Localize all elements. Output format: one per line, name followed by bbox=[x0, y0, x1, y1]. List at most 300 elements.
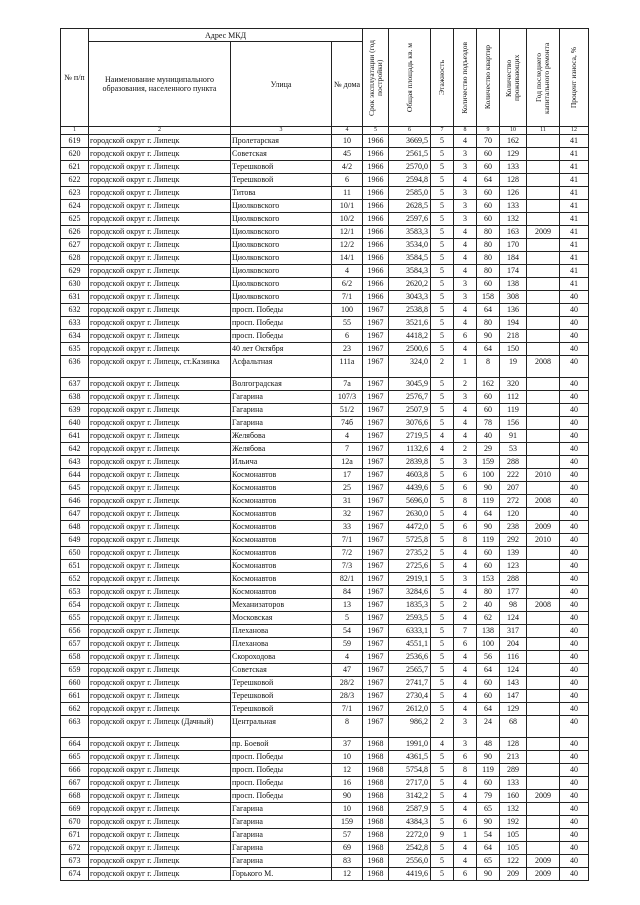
area-cell: 4361,5 bbox=[389, 751, 431, 764]
table-row bbox=[61, 703, 589, 716]
residents-cell: 19 bbox=[500, 356, 527, 378]
apartments-cell: 60 bbox=[477, 391, 500, 404]
house-number-cell: 10/2 bbox=[332, 213, 363, 226]
area-cell: 3076,6 bbox=[389, 417, 431, 430]
area-cell: 2565,7 bbox=[389, 664, 431, 677]
entrances-cell: 8 bbox=[454, 764, 477, 777]
residents-cell: 156 bbox=[500, 417, 527, 430]
table-row bbox=[61, 482, 589, 495]
entrances-cell: 4 bbox=[454, 664, 477, 677]
settlement-cell: городской округ г. Липецк bbox=[89, 703, 231, 716]
residents-cell: 138 bbox=[500, 278, 527, 291]
entrances-cell: 4 bbox=[454, 265, 477, 278]
apartments-cell: 100 bbox=[477, 638, 500, 651]
year-cell: 1966 bbox=[363, 187, 389, 200]
settlement-cell: городской округ г. Липецк bbox=[89, 291, 231, 304]
residents-cell: 222 bbox=[500, 469, 527, 482]
repair-year-cell bbox=[527, 625, 560, 638]
settlement-cell: городской округ г. Липецк bbox=[89, 430, 231, 443]
wear-percent-cell: 40 bbox=[560, 625, 589, 638]
residents-cell: 194 bbox=[500, 317, 527, 330]
column-number: 11 bbox=[527, 127, 560, 135]
wear-percent-cell: 41 bbox=[560, 213, 589, 226]
street-cell: Гагарина bbox=[231, 404, 332, 417]
settlement-cell: городской округ г. Липецк bbox=[89, 343, 231, 356]
area-cell: 2556,0 bbox=[389, 855, 431, 868]
settlement-cell: городской округ г. Липецк bbox=[89, 317, 231, 330]
house-number-cell: 23 bbox=[332, 343, 363, 356]
area-cell: 2593,5 bbox=[389, 612, 431, 625]
floors-cell: 5 bbox=[431, 586, 454, 599]
floors-cell: 5 bbox=[431, 239, 454, 252]
area-cell: 4603,8 bbox=[389, 469, 431, 482]
area-cell: 4551,1 bbox=[389, 638, 431, 651]
settlement-cell: городской округ г. Липецк bbox=[89, 547, 231, 560]
street-cell: Горького М. bbox=[231, 868, 332, 881]
repair-year-cell bbox=[527, 417, 560, 430]
entrances-cell: 4 bbox=[454, 239, 477, 252]
area-cell: 1835,3 bbox=[389, 599, 431, 612]
row-number: 652 bbox=[61, 573, 89, 586]
row-number: 650 bbox=[61, 547, 89, 560]
repair-year-cell bbox=[527, 135, 560, 148]
year-cell: 1968 bbox=[363, 855, 389, 868]
column-number: 8 bbox=[454, 127, 477, 135]
wear-percent-cell: 41 bbox=[560, 239, 589, 252]
apartments-cell: 80 bbox=[477, 317, 500, 330]
street-cell: пр. Боевой bbox=[231, 738, 332, 751]
table-row bbox=[61, 829, 589, 842]
wear-percent-cell: 40 bbox=[560, 291, 589, 304]
settlement-cell: городской округ г. Липецк bbox=[89, 738, 231, 751]
table-row bbox=[61, 764, 589, 777]
floors-cell: 9 bbox=[431, 829, 454, 842]
entrances-cell: 4 bbox=[454, 174, 477, 187]
table-row bbox=[61, 816, 589, 829]
wear-percent-cell: 40 bbox=[560, 391, 589, 404]
area-cell: 2741,7 bbox=[389, 677, 431, 690]
floors-cell: 4 bbox=[431, 430, 454, 443]
house-number-cell: 5 bbox=[332, 612, 363, 625]
house-number-cell: 4 bbox=[332, 651, 363, 664]
repair-year-cell bbox=[527, 777, 560, 790]
apartments-cell: 60 bbox=[477, 278, 500, 291]
residents-cell: 207 bbox=[500, 482, 527, 495]
settlement-cell: городской округ г. Липецк bbox=[89, 599, 231, 612]
year-cell: 1967 bbox=[363, 612, 389, 625]
area-cell: 1132,6 bbox=[389, 443, 431, 456]
wear-percent-cell: 40 bbox=[560, 482, 589, 495]
apartments-cell: 90 bbox=[477, 330, 500, 343]
year-cell: 1967 bbox=[363, 534, 389, 547]
row-number: 657 bbox=[61, 638, 89, 651]
street-cell: Космонавтов bbox=[231, 534, 332, 547]
floors-cell: 5 bbox=[431, 599, 454, 612]
residents-cell: 53 bbox=[500, 443, 527, 456]
year-cell: 1968 bbox=[363, 738, 389, 751]
housing-register-table bbox=[60, 28, 589, 881]
entrances-cell: 3 bbox=[454, 187, 477, 200]
year-cell: 1967 bbox=[363, 560, 389, 573]
area-cell: 5754,8 bbox=[389, 764, 431, 777]
apartments-cell: 60 bbox=[477, 690, 500, 703]
area-cell: 3669,5 bbox=[389, 135, 431, 148]
wear-percent-cell: 40 bbox=[560, 751, 589, 764]
apartments-cell: 158 bbox=[477, 291, 500, 304]
repair-year-cell: 2008 bbox=[527, 495, 560, 508]
year-cell: 1967 bbox=[363, 638, 389, 651]
street-cell: Гагарина bbox=[231, 803, 332, 816]
header-apartments: Количество квартир bbox=[483, 45, 492, 110]
header-repair: Год последнего капитального ремонта bbox=[534, 41, 551, 114]
repair-year-cell bbox=[527, 573, 560, 586]
repair-year-cell bbox=[527, 252, 560, 265]
table-row bbox=[61, 213, 589, 226]
apartments-cell: 29 bbox=[477, 443, 500, 456]
house-number-cell: 6 bbox=[332, 330, 363, 343]
year-cell: 1967 bbox=[363, 343, 389, 356]
table-row bbox=[61, 751, 589, 764]
repair-year-cell bbox=[527, 148, 560, 161]
year-cell: 1966 bbox=[363, 278, 389, 291]
floors-cell: 5 bbox=[431, 330, 454, 343]
entrances-cell: 4 bbox=[454, 651, 477, 664]
apartments-cell: 40 bbox=[477, 599, 500, 612]
apartments-cell: 64 bbox=[477, 664, 500, 677]
area-cell: 2538,8 bbox=[389, 304, 431, 317]
house-number-cell: 7/3 bbox=[332, 560, 363, 573]
residents-cell: 150 bbox=[500, 343, 527, 356]
house-number-cell: 28/2 bbox=[332, 677, 363, 690]
residents-cell: 177 bbox=[500, 586, 527, 599]
repair-year-cell bbox=[527, 456, 560, 469]
repair-year-cell bbox=[527, 291, 560, 304]
wear-percent-cell: 40 bbox=[560, 404, 589, 417]
repair-year-cell bbox=[527, 200, 560, 213]
area-cell: 986,2 bbox=[389, 716, 431, 738]
wear-percent-cell: 40 bbox=[560, 738, 589, 751]
row-number: 630 bbox=[61, 278, 89, 291]
street-cell: Плеханова bbox=[231, 638, 332, 651]
apartments-cell: 138 bbox=[477, 625, 500, 638]
row-number: 634 bbox=[61, 330, 89, 343]
street-cell: Циолковского bbox=[231, 265, 332, 278]
residents-cell: 320 bbox=[500, 378, 527, 391]
residents-cell: 98 bbox=[500, 599, 527, 612]
street-cell: Волгоградская bbox=[231, 378, 332, 391]
floors-cell: 5 bbox=[431, 391, 454, 404]
header-house: № дома bbox=[332, 42, 363, 127]
floors-cell: 5 bbox=[431, 803, 454, 816]
header-settlement: Наименование муниципального образования, населенного пункта bbox=[89, 42, 231, 127]
wear-percent-cell: 40 bbox=[560, 573, 589, 586]
row-number: 649 bbox=[61, 534, 89, 547]
area-cell: 3584,3 bbox=[389, 265, 431, 278]
house-number-cell: 10 bbox=[332, 135, 363, 148]
year-cell: 1967 bbox=[363, 356, 389, 378]
year-cell: 1966 bbox=[363, 265, 389, 278]
table-row bbox=[61, 651, 589, 664]
row-number: 653 bbox=[61, 586, 89, 599]
apartments-cell: 8 bbox=[477, 356, 500, 378]
repair-year-cell bbox=[527, 716, 560, 738]
street-cell: Гагарина bbox=[231, 417, 332, 430]
repair-year-cell bbox=[527, 343, 560, 356]
row-number: 669 bbox=[61, 803, 89, 816]
street-cell: Космонавтов bbox=[231, 482, 332, 495]
header-wear: Процент износа, % bbox=[569, 46, 578, 109]
row-number: 668 bbox=[61, 790, 89, 803]
entrances-cell: 4 bbox=[454, 612, 477, 625]
settlement-cell: городской округ г. Липецк bbox=[89, 265, 231, 278]
table-row bbox=[61, 690, 589, 703]
wear-percent-cell: 41 bbox=[560, 187, 589, 200]
wear-percent-cell: 40 bbox=[560, 521, 589, 534]
row-number: 624 bbox=[61, 200, 89, 213]
settlement-cell: городской округ г. Липецк bbox=[89, 664, 231, 677]
year-cell: 1968 bbox=[363, 842, 389, 855]
year-cell: 1968 bbox=[363, 764, 389, 777]
settlement-cell: городской округ г. Липецк bbox=[89, 456, 231, 469]
floors-cell: 5 bbox=[431, 343, 454, 356]
entrances-cell: 4 bbox=[454, 317, 477, 330]
residents-cell: 129 bbox=[500, 148, 527, 161]
year-cell: 1967 bbox=[363, 521, 389, 534]
row-number: 623 bbox=[61, 187, 89, 200]
column-number: 4 bbox=[332, 127, 363, 135]
house-number-cell: 12/2 bbox=[332, 239, 363, 252]
street-cell: Космонавтов bbox=[231, 495, 332, 508]
wear-percent-cell: 40 bbox=[560, 664, 589, 677]
house-number-cell: 4 bbox=[332, 430, 363, 443]
table-row bbox=[61, 404, 589, 417]
area-cell: 2536,6 bbox=[389, 651, 431, 664]
floors-cell: 5 bbox=[431, 868, 454, 881]
residents-cell: 204 bbox=[500, 638, 527, 651]
repair-year-cell bbox=[527, 378, 560, 391]
entrances-cell: 3 bbox=[454, 278, 477, 291]
row-number: 664 bbox=[61, 738, 89, 751]
repair-year-cell bbox=[527, 803, 560, 816]
year-cell: 1966 bbox=[363, 200, 389, 213]
apartments-cell: 56 bbox=[477, 651, 500, 664]
settlement-cell: городской округ г. Липецк bbox=[89, 560, 231, 573]
floors-cell: 5 bbox=[431, 612, 454, 625]
house-number-cell: 14/1 bbox=[332, 252, 363, 265]
settlement-cell: городской округ г. Липецк bbox=[89, 278, 231, 291]
table-row bbox=[61, 586, 589, 599]
apartments-cell: 90 bbox=[477, 816, 500, 829]
floors-cell: 5 bbox=[431, 521, 454, 534]
house-number-cell: 4 bbox=[332, 265, 363, 278]
house-number-cell: 74б bbox=[332, 417, 363, 430]
house-number-cell: 69 bbox=[332, 842, 363, 855]
repair-year-cell bbox=[527, 638, 560, 651]
residents-cell: 213 bbox=[500, 751, 527, 764]
entrances-cell: 6 bbox=[454, 521, 477, 534]
column-number-row bbox=[61, 127, 589, 135]
repair-year-cell bbox=[527, 664, 560, 677]
year-cell: 1968 bbox=[363, 829, 389, 842]
wear-percent-cell: 40 bbox=[560, 690, 589, 703]
house-number-cell: 54 bbox=[332, 625, 363, 638]
residents-cell: 289 bbox=[500, 764, 527, 777]
year-cell: 1967 bbox=[363, 404, 389, 417]
apartments-cell: 60 bbox=[477, 677, 500, 690]
apartments-cell: 62 bbox=[477, 612, 500, 625]
year-cell: 1968 bbox=[363, 816, 389, 829]
wear-percent-cell: 40 bbox=[560, 586, 589, 599]
wear-percent-cell: 40 bbox=[560, 790, 589, 803]
table-row bbox=[61, 239, 589, 252]
floors-cell: 5 bbox=[431, 404, 454, 417]
entrances-cell: 4 bbox=[454, 842, 477, 855]
residents-cell: 126 bbox=[500, 187, 527, 200]
house-number-cell: 100 bbox=[332, 304, 363, 317]
wear-percent-cell: 40 bbox=[560, 417, 589, 430]
entrances-cell: 4 bbox=[454, 677, 477, 690]
wear-percent-cell: 40 bbox=[560, 716, 589, 738]
apartments-cell: 60 bbox=[477, 404, 500, 417]
street-cell: Скороходова bbox=[231, 651, 332, 664]
apartments-cell: 65 bbox=[477, 803, 500, 816]
wear-percent-cell: 40 bbox=[560, 430, 589, 443]
repair-year-cell bbox=[527, 842, 560, 855]
area-cell: 3142,2 bbox=[389, 790, 431, 803]
street-cell: Терешковой bbox=[231, 161, 332, 174]
floors-cell: 5 bbox=[431, 174, 454, 187]
entrances-cell: 3 bbox=[454, 291, 477, 304]
wear-percent-cell: 40 bbox=[560, 599, 589, 612]
house-number-cell: 83 bbox=[332, 855, 363, 868]
area-cell: 4419,6 bbox=[389, 868, 431, 881]
house-number-cell: 32 bbox=[332, 508, 363, 521]
house-number-cell: 10 bbox=[332, 751, 363, 764]
entrances-cell: 6 bbox=[454, 469, 477, 482]
settlement-cell: городской округ г. Липецк bbox=[89, 677, 231, 690]
row-number: 631 bbox=[61, 291, 89, 304]
floors-cell: 5 bbox=[431, 213, 454, 226]
year-cell: 1967 bbox=[363, 703, 389, 716]
residents-cell: 119 bbox=[500, 404, 527, 417]
table-row bbox=[61, 677, 589, 690]
entrances-cell: 3 bbox=[454, 200, 477, 213]
area-cell: 3045,9 bbox=[389, 378, 431, 391]
residents-cell: 124 bbox=[500, 612, 527, 625]
house-number-cell: 4/2 bbox=[332, 161, 363, 174]
apartments-cell: 153 bbox=[477, 573, 500, 586]
repair-year-cell bbox=[527, 651, 560, 664]
area-cell: 2730,4 bbox=[389, 690, 431, 703]
repair-year-cell bbox=[527, 161, 560, 174]
table-row bbox=[61, 226, 589, 239]
residents-cell: 133 bbox=[500, 161, 527, 174]
repair-year-cell bbox=[527, 482, 560, 495]
apartments-cell: 162 bbox=[477, 378, 500, 391]
apartments-cell: 60 bbox=[477, 187, 500, 200]
table-row bbox=[61, 187, 589, 200]
street-cell: Гагарина bbox=[231, 855, 332, 868]
settlement-cell: городской округ г. Липецк bbox=[89, 174, 231, 187]
house-number-cell: 59 bbox=[332, 638, 363, 651]
street-cell: Терешковой bbox=[231, 703, 332, 716]
apartments-cell: 100 bbox=[477, 469, 500, 482]
repair-year-cell bbox=[527, 278, 560, 291]
entrances-cell: 2 bbox=[454, 443, 477, 456]
floors-cell: 2 bbox=[431, 716, 454, 738]
table-row bbox=[61, 161, 589, 174]
wear-percent-cell: 41 bbox=[560, 174, 589, 187]
repair-year-cell bbox=[527, 560, 560, 573]
house-number-cell: 7/1 bbox=[332, 291, 363, 304]
area-cell: 4439,6 bbox=[389, 482, 431, 495]
row-number: 628 bbox=[61, 252, 89, 265]
entrances-cell: 7 bbox=[454, 625, 477, 638]
residents-cell: 128 bbox=[500, 174, 527, 187]
house-number-cell: 12а bbox=[332, 456, 363, 469]
floors-cell: 5 bbox=[431, 495, 454, 508]
settlement-cell: городской округ г. Липецк bbox=[89, 239, 231, 252]
street-cell: Ильича bbox=[231, 456, 332, 469]
floors-cell: 5 bbox=[431, 777, 454, 790]
house-number-cell: 16 bbox=[332, 777, 363, 790]
street-cell: просп. Победы bbox=[231, 317, 332, 330]
wear-percent-cell: 40 bbox=[560, 378, 589, 391]
row-number: 656 bbox=[61, 625, 89, 638]
residents-cell: 105 bbox=[500, 842, 527, 855]
apartments-cell: 60 bbox=[477, 200, 500, 213]
row-number: 648 bbox=[61, 521, 89, 534]
settlement-cell: городской округ г. Липецк bbox=[89, 252, 231, 265]
row-number: 633 bbox=[61, 317, 89, 330]
house-number-cell: 7/1 bbox=[332, 534, 363, 547]
settlement-cell: городской округ г. Липецк bbox=[89, 135, 231, 148]
year-cell: 1967 bbox=[363, 625, 389, 638]
entrances-cell: 6 bbox=[454, 482, 477, 495]
settlement-cell: городской округ г. Липецк bbox=[89, 777, 231, 790]
floors-cell: 5 bbox=[431, 690, 454, 703]
apartments-cell: 64 bbox=[477, 343, 500, 356]
row-number: 622 bbox=[61, 174, 89, 187]
floors-cell: 5 bbox=[431, 751, 454, 764]
street-cell: Циолковского bbox=[231, 239, 332, 252]
settlement-cell: городской округ г. Липецк bbox=[89, 868, 231, 881]
house-number-cell: 47 bbox=[332, 664, 363, 677]
repair-year-cell bbox=[527, 317, 560, 330]
residents-cell: 308 bbox=[500, 291, 527, 304]
residents-cell: 317 bbox=[500, 625, 527, 638]
wear-percent-cell: 40 bbox=[560, 764, 589, 777]
table-row bbox=[61, 291, 589, 304]
row-number: 632 bbox=[61, 304, 89, 317]
year-cell: 1967 bbox=[363, 469, 389, 482]
floors-cell: 5 bbox=[431, 378, 454, 391]
settlement-cell: городской округ г. Липецк bbox=[89, 816, 231, 829]
floors-cell: 5 bbox=[431, 161, 454, 174]
settlement-cell: городской округ г. Липецк bbox=[89, 521, 231, 534]
entrances-cell: 2 bbox=[454, 599, 477, 612]
entrances-cell: 4 bbox=[454, 790, 477, 803]
wear-percent-cell: 40 bbox=[560, 703, 589, 716]
repair-year-cell bbox=[527, 586, 560, 599]
floors-cell: 5 bbox=[431, 265, 454, 278]
table-row bbox=[61, 521, 589, 534]
area-cell: 4418,2 bbox=[389, 330, 431, 343]
residents-cell: 132 bbox=[500, 213, 527, 226]
apartments-cell: 60 bbox=[477, 148, 500, 161]
year-cell: 1967 bbox=[363, 677, 389, 690]
floors-cell: 5 bbox=[431, 790, 454, 803]
